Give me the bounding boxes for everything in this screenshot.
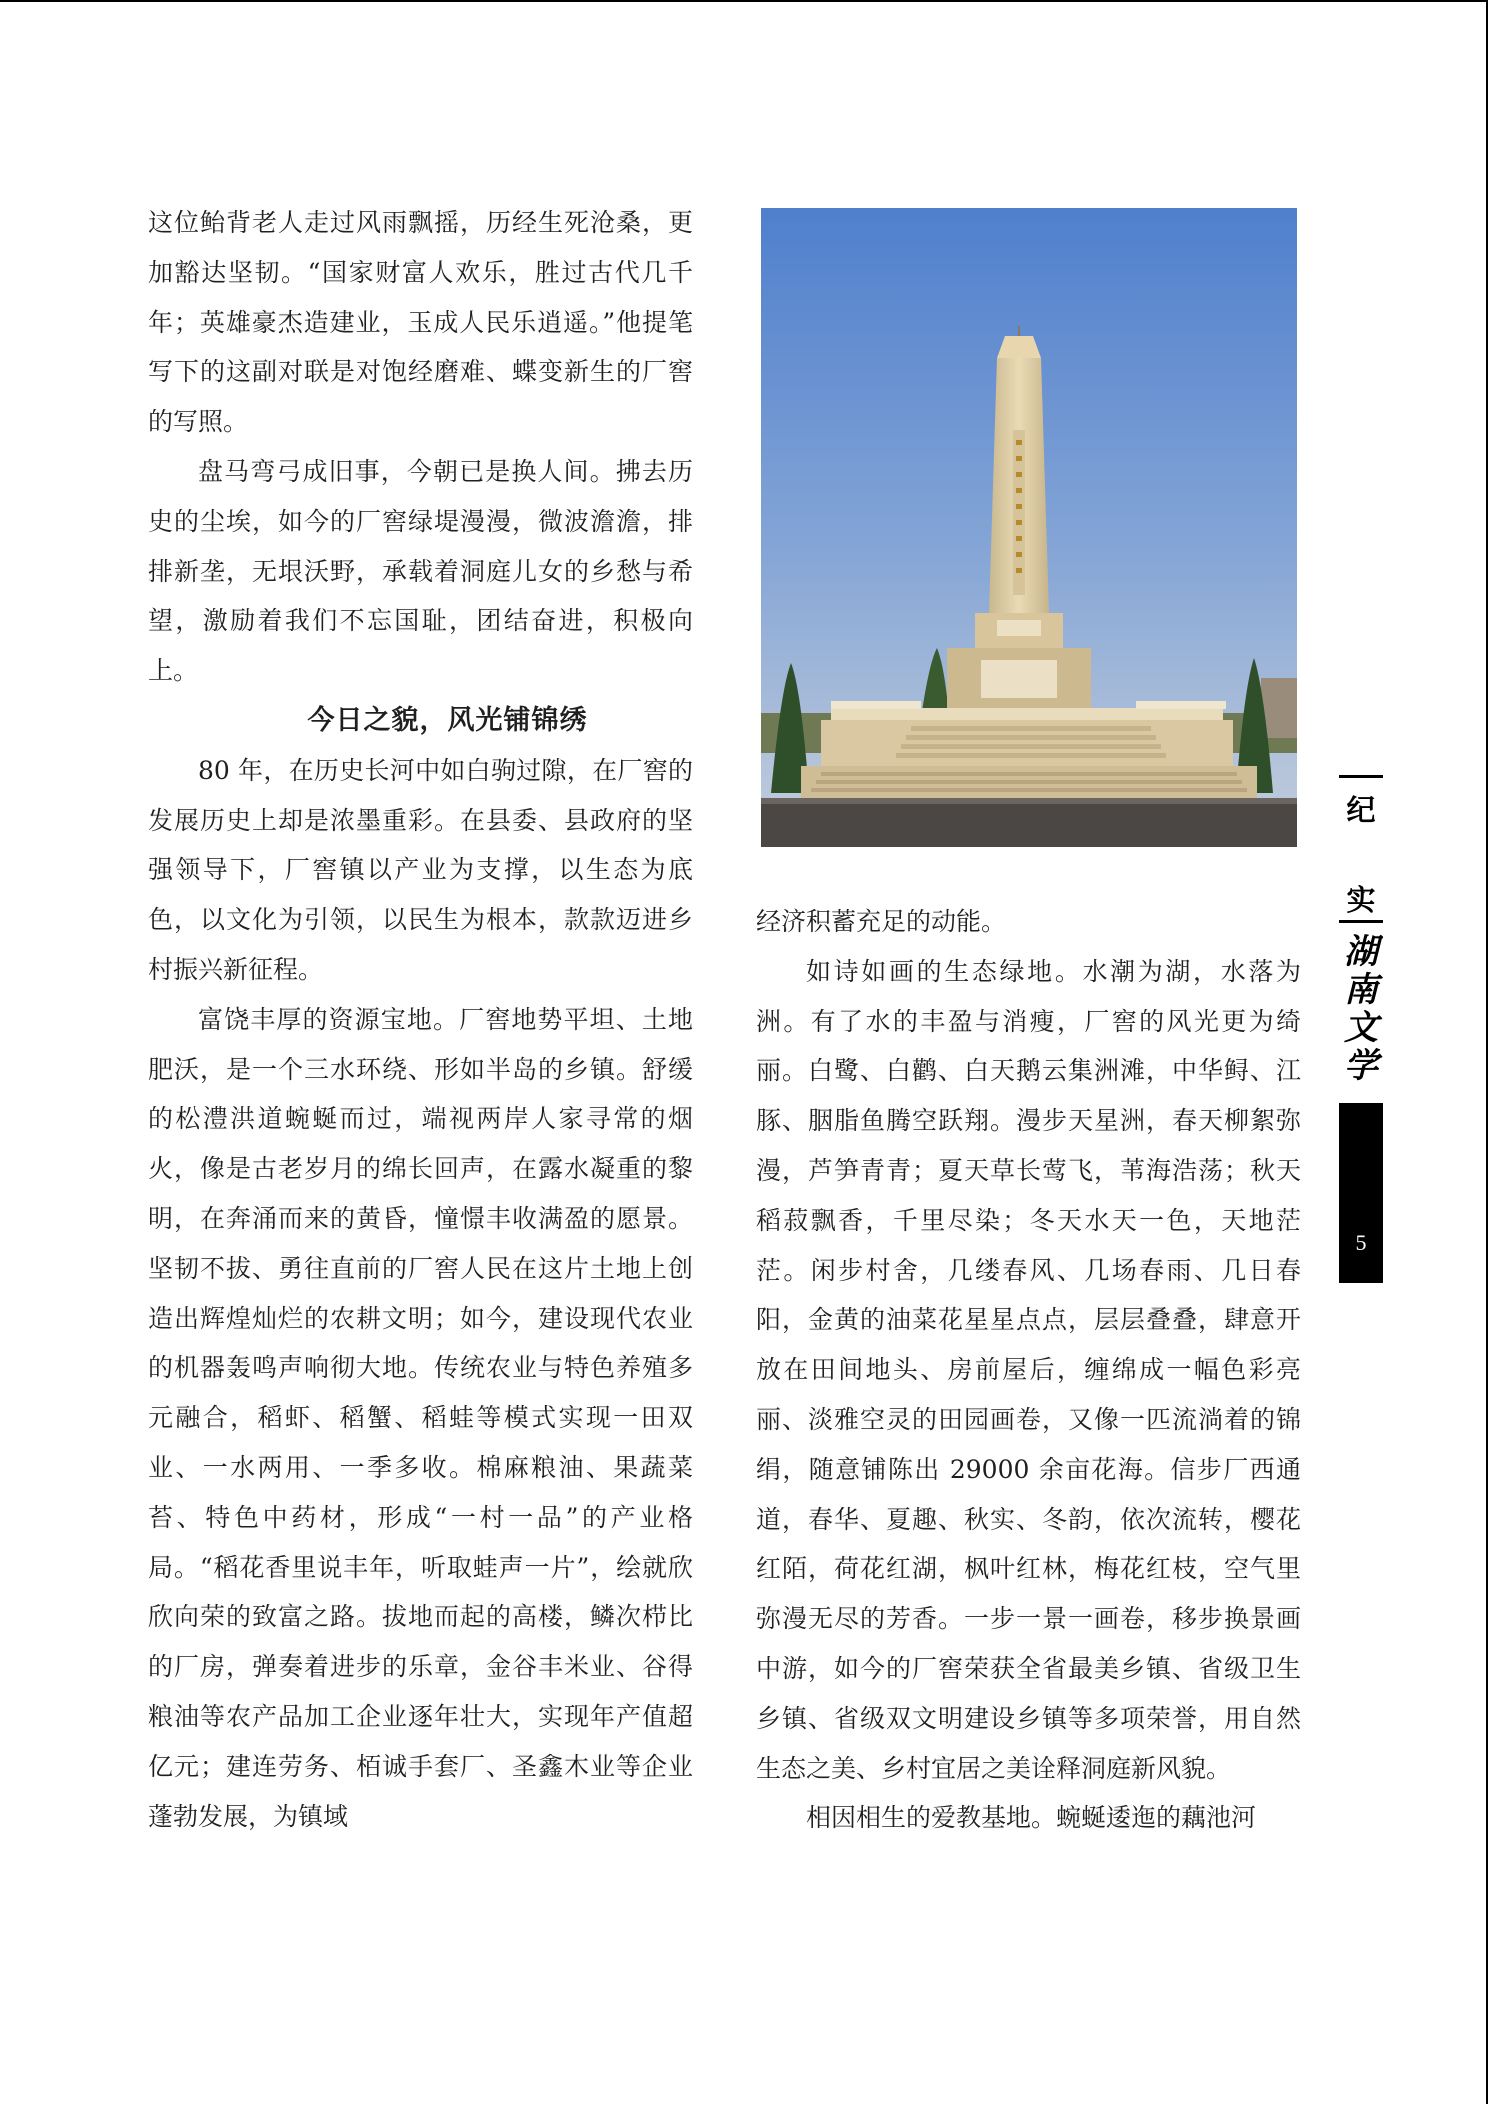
paragraph-continued: 经济积蓄充足的动能。 [756,907,1007,936]
tab-rule [1339,920,1383,923]
section-label-char: 纪 [1346,793,1376,827]
tab-rule [1339,775,1383,778]
left-text-column [148,198,693,1841]
paragraph: 富饶丰厚的资源宝地。厂窖地势平坦、土地肥沃，是一个三水环绕、形如半岛的乡镇。舒缓的松澧洪道蜿蜒而过，端视两岸人家寻常的烟火，像是古老岁月的绵长回声，在露水凝重的黎明，在奔涌而来的黄昏，憧憬丰收满盈的愿景。坚韧不拔、勇往直前的厂窖人民在这片土地上创造出辉煌灿烂的农耕文明；如今，建设现代农业的机器轰鸣声响彻大地。传统农业与特色养殖多元融合，稻虾、稻蟹、稻蛙等模式实现一田双业、一水两用、一季多收。棉麻粮油、果蔬菜苔、特色中药材，形成“一村一品”的产业格局。“稻花香里说丰年，听取蛙声一片”，绘就欣欣向荣的致富之路。拔地而起的高楼，鳞次栉比的厂房，弹奏着进步的乐章，金谷丰米业、谷得粮油等农产品加工企业逐年壮大，实现年产值超亿元；建连劳务、栢诚手套厂、圣鑫木业等企业蓬勃发展，为镇域 [148,1004,693,1831]
monument-photo [761,208,1297,847]
magazine-logo: 湖南文学 [1344,933,1378,1086]
section-side-tab [1339,775,1383,1283]
paragraph: 相因相生的爱教基地。蜿蜒逶迤的藕池河 [806,1803,1257,1833]
paragraph: 80 年，在历史长河中如白驹过隙，在厂窖的发展历史上却是浓墨重彩。在县委、县政府的坚强领导下，厂窖镇以产业为支撑，以生态为底色，以文化为引领，以民生为根本，款款迈进乡村振兴新征程。 [148,755,693,984]
page-number: 5 [1355,1230,1367,1255]
page-number-block [1339,1103,1383,1283]
paragraph: 如诗如画的生态绿地。水潮为湖，水落为洲。有了水的丰盈与消瘦，厂窖的风光更为绮丽。白鹭、白鹳、白天鹅云集洲滩，中华鲟、江豚、胭脂鱼腾空跃翔。漫步天星洲，春天柳絮弥漫，芦笋青青；夏天草长莺飞，苇海浩荡；秋天稻菽飘香，千里尽染；冬天水天一色，天地茫茫。闲步村舍，几缕春风、几场春雨、几日春阳，金黄的油菜花星星点点，层层叠叠，肆意开放在田间地头、房前屋后，缠绵成一幅色彩亮丽、淡雅空灵的田园画卷，又像一匹流淌着的锦绢，随意铺陈出 29000 余亩花海。信步厂西通道，春华、夏趣、秋实、冬韵，依次流转，樱花红陌，荷花红湖，枫叶红林，梅花红枝，空气里弥漫无尽的芳香。一步一景一画卷，移步换景画中游，如今的厂窖荣获全省最美乡镇、省级卫生乡镇、省级双文明建设乡镇等多项荣誉，用自然生态之美、乡村宜居之美诠释洞庭新风貌。 [756,956,1301,1783]
section-label-char: 实 [1346,883,1376,917]
right-text-column [756,897,1301,1843]
paragraph: 盘马弯弓成旧事，今朝已是换人间。拂去历史的尘埃，如今的厂窖绿堤漫漫，微波澹澹，排排新垄，无垠沃野，承载着洞庭儿女的乡愁与希望，激励着我们不忘国耻，团结奋进，积极向上。 [148,456,693,686]
paragraph-continued: 这位鲐背老人走过风雨飘摇，历经生死沧桑，更加豁达坚韧。“国家财富人欢乐，胜过古代几千年；英雄豪杰造建业，玉成人民乐逍遥。”他提笔写下的这副对联是对饱经磨难、蝶变新生的厂窖的写照。 [148,208,693,437]
section-heading: 今日之貌，风光铺锦绣 [307,704,588,736]
